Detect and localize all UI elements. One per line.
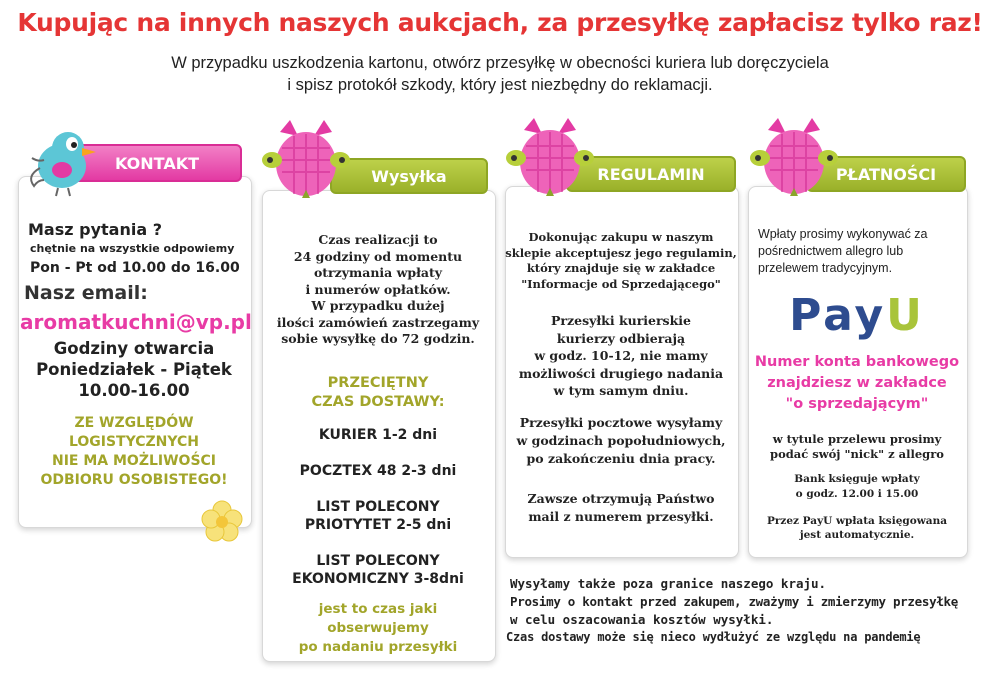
text-line: Czas realizacji to xyxy=(318,232,438,247)
payu-logo xyxy=(748,290,966,341)
pickup-line: ZE WZGLĘDÓW xyxy=(74,415,194,431)
pickup-notice xyxy=(18,414,250,490)
yellow-flower-icon xyxy=(200,500,244,544)
regulamin-banner[interactable]: REGULAMIN xyxy=(566,156,736,192)
text-line: PRZECIĘTNY xyxy=(327,375,429,391)
opening-title: Godziny otwarcia xyxy=(53,339,215,358)
realization-text xyxy=(262,232,494,348)
payu-auto-info xyxy=(748,514,966,542)
delivery-option xyxy=(262,462,494,480)
notice-line: i spisz protokół szkody, który jest niezbędny do reklamacji. xyxy=(287,76,713,94)
text-line: w tytule przelewu prosimy xyxy=(772,432,942,446)
text-line: Przesyłki pocztowe wysyłamy xyxy=(519,415,723,430)
option-line: LIST POLECONY xyxy=(316,499,440,515)
pink-owl-icon xyxy=(750,116,840,200)
text-line: który znajduje się w zakładce xyxy=(526,261,716,275)
transfer-title-info xyxy=(748,432,966,462)
platnosci-banner[interactable]: PŁATNOŚCI xyxy=(806,156,966,192)
text-line: Przez PayU wpłata księgowana xyxy=(766,515,948,527)
account-info xyxy=(748,352,966,415)
regulamin-p4 xyxy=(505,490,737,526)
delivery-note xyxy=(262,600,494,657)
pandemic-notice: Czas dostawy może się nieco wydłużyć ze względu na pandemię xyxy=(506,630,921,644)
delivery-option xyxy=(262,498,494,534)
text-line: po zakończeniu dnia pracy. xyxy=(526,451,716,466)
avg-delivery-title xyxy=(262,374,494,412)
opening-hours-value: 10.00-16.00 xyxy=(78,381,190,400)
text-line: "o sprzedającym" xyxy=(785,396,929,412)
email-link[interactable]: aromatkuchni@vp.pl xyxy=(20,310,252,334)
text-line: sobie wysyłkę do 72 godzin. xyxy=(281,331,475,346)
payment-intro xyxy=(758,226,962,277)
pickup-line: LOGISTYCZNYCH xyxy=(68,434,200,450)
text-line: "Informacje od Sprzedającego" xyxy=(521,276,721,291)
bank-info xyxy=(748,472,966,502)
regulamin-p3 xyxy=(505,414,737,468)
text-line: kurierzy odbierają xyxy=(556,330,686,346)
delivery-option xyxy=(262,552,494,588)
payu-pay: Pay xyxy=(789,290,887,341)
text-line: możliwości drugiego nadania xyxy=(518,365,724,381)
regulamin-p2 xyxy=(505,312,737,400)
blue-bird-icon xyxy=(22,118,102,198)
text-line: w godz. 10-12, nie mamy xyxy=(534,348,708,363)
damage-notice xyxy=(0,52,1000,96)
text-line: Zawsze otrzymują Państwo xyxy=(527,491,715,506)
pickup-line: ODBIORU OSOBISTEGO! xyxy=(40,472,228,488)
opening-days: Poniedziałek - Piątek xyxy=(36,360,232,379)
text-line: 24 godziny od momentu xyxy=(293,248,463,264)
wysylka-banner[interactable]: Wysyłka xyxy=(330,158,488,194)
text-line: podać swój "nick" z allegro xyxy=(770,447,944,461)
text-line: Wpłaty prosimy wykonywać za xyxy=(758,227,928,241)
working-hours: Pon - Pt od 10.00 do 16.00 xyxy=(30,260,240,276)
questions-subtitle: chętnie na wszystkie odpowiemy xyxy=(30,242,235,255)
text-line: znajdziesz w zakładce xyxy=(767,375,947,391)
text-line: ilości zamówień zastrzegamy xyxy=(276,314,480,330)
pink-owl-icon xyxy=(262,118,352,202)
text-line: otrzymania wpłaty xyxy=(313,265,443,280)
text-line: obserwujemy xyxy=(327,620,429,636)
option-line: PRIOTYTET 2-5 dni xyxy=(304,517,452,533)
text-line: Numer konta bankowego xyxy=(754,354,960,370)
email-label: Nasz email: xyxy=(24,282,148,304)
text-line: jest automatycznie. xyxy=(799,529,915,541)
text-line: Przesyłki kurierskie xyxy=(551,313,691,328)
payu-u: U xyxy=(886,290,925,341)
text-line: Bank księguje wpłaty xyxy=(794,473,920,485)
delivery-option xyxy=(262,426,494,444)
footer-info xyxy=(510,575,990,629)
text-line: sklepie akceptujesz jego regulamin, xyxy=(505,245,737,260)
text-line: w godzinach popołudniowych, xyxy=(516,433,726,448)
footer-line: Wysyłamy także poza granice naszego kraju. xyxy=(510,576,827,591)
opening-hours xyxy=(18,338,250,401)
text-line: w tym samym dniu. xyxy=(553,383,689,398)
notice-line: W przypadku uszkodzenia kartonu, otwórz przesyłkę w obecności kuriera lub doręczyciela xyxy=(171,54,829,72)
text-line: przelewem tradycyjnym. xyxy=(758,261,893,275)
text-line: mail z numerem przesyłki. xyxy=(528,509,714,524)
footer-line: Prosimy o kontakt przed zakupem, zważymy i zmierzymy przesyłkę xyxy=(510,594,958,609)
page-headline: Kupując na innych naszych aukcjach, za przesyłkę zapłacisz tylko raz! xyxy=(17,8,983,37)
pickup-line: NIE MA MOŻLIWOŚCI xyxy=(51,453,217,469)
option-line: POCZTEX 48 2-3 dni xyxy=(299,463,457,479)
questions-title: Masz pytania ? xyxy=(28,220,162,239)
option-line: KURIER 1-2 dni xyxy=(318,427,438,443)
text-line: pośrednictwem allegro lub xyxy=(758,244,904,258)
text-line: i numerów opłatków. xyxy=(305,281,451,297)
regulamin-p1 xyxy=(505,230,737,292)
text-line: jest to czas jaki xyxy=(318,601,438,617)
text-line: po nadaniu przesyłki xyxy=(298,639,458,655)
option-line: EKONOMICZNY 3-8dni xyxy=(292,571,464,587)
pink-owl-icon xyxy=(506,116,596,200)
text-line: CZAS DOSTAWY: xyxy=(311,394,445,410)
text-line: Dokonując zakupu w naszym xyxy=(528,230,714,244)
option-line: LIST POLECONY xyxy=(316,553,440,569)
footer-line: w celu oszacowania kosztów wysyłki. xyxy=(510,612,774,627)
text-line: W przypadku dużej xyxy=(311,298,445,313)
text-line: o godz. 12.00 i 15.00 xyxy=(795,488,919,500)
kontakt-banner[interactable]: KONTAKT xyxy=(72,144,242,182)
